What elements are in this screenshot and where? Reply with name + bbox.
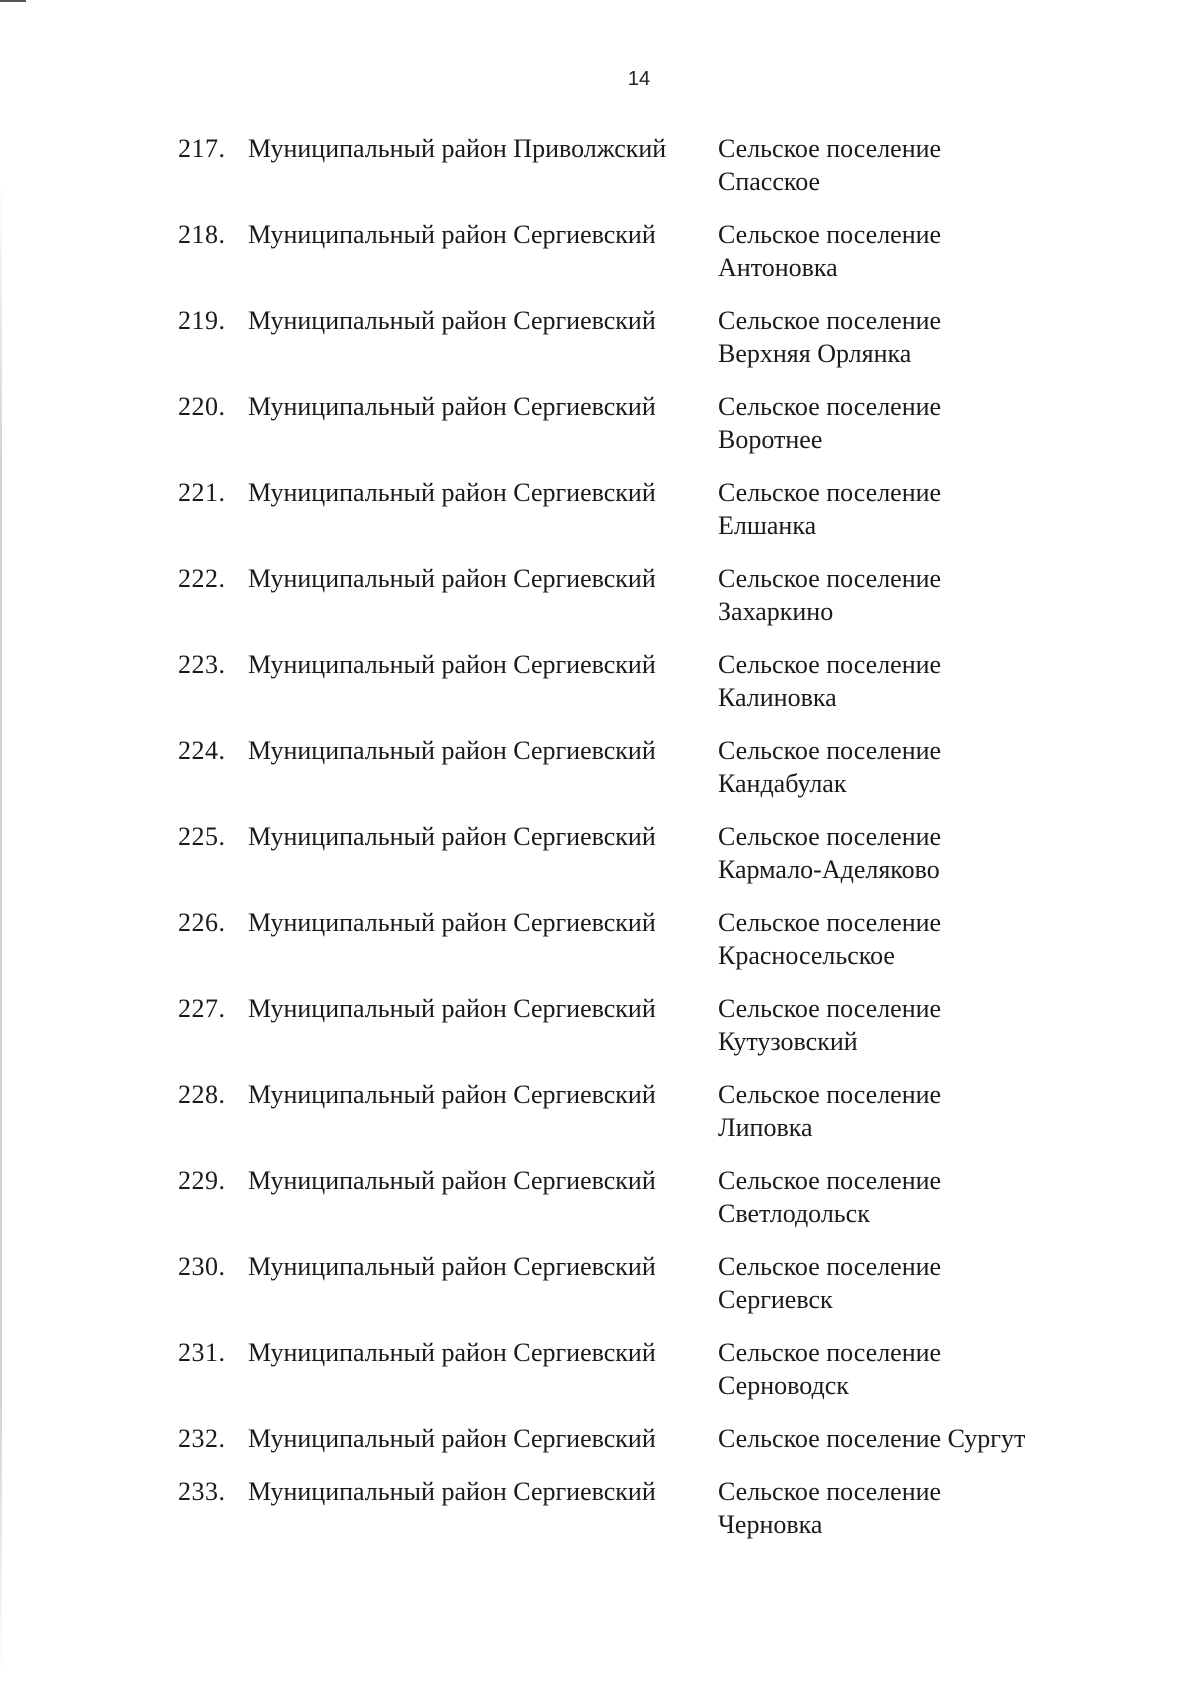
list-item — [178, 476, 1128, 542]
list-item — [178, 992, 1128, 1058]
settlement-line-2: Светлодольск — [718, 1199, 870, 1228]
scan-artifact-edge — [0, 180, 2, 1680]
settlement-line-1: Сельское поселение — [718, 220, 942, 249]
item-number: 219. — [178, 306, 226, 335]
rural-settlement — [718, 820, 1058, 886]
list-item — [178, 1475, 1128, 1541]
rural-settlement — [718, 1475, 1058, 1541]
municipal-district: Муниципальный район Сергиевский — [248, 1338, 656, 1367]
rural-settlement — [718, 1164, 1058, 1230]
settlement-line-1: Сельское поселение — [718, 564, 942, 593]
item-number: 222. — [178, 564, 226, 593]
settlement-line-2: Воротнее — [718, 425, 823, 454]
list-item — [178, 648, 1128, 714]
rural-settlement — [718, 1422, 1058, 1455]
rural-settlement — [718, 390, 1058, 456]
rural-settlement — [718, 562, 1058, 628]
list-item — [178, 218, 1128, 284]
settlement-line-1: Сельское поселение — [718, 392, 942, 421]
list-item — [178, 390, 1128, 456]
settlement-line-2: Захаркино — [718, 597, 834, 626]
municipal-district: Муниципальный район Приволжский — [248, 134, 667, 163]
list-item — [178, 562, 1128, 628]
rural-settlement — [718, 132, 1058, 198]
item-number: 221. — [178, 478, 226, 507]
municipal-district: Муниципальный район Сергиевский — [248, 306, 656, 335]
settlement-line-1: Сельское поселение — [718, 650, 942, 679]
settlement-line-2: Серноводск — [718, 1371, 849, 1400]
item-number: 224. — [178, 736, 226, 765]
rural-settlement — [718, 734, 1058, 800]
list-item — [178, 906, 1128, 972]
settlement-line-2: Спасское — [718, 167, 821, 196]
rural-settlement — [718, 648, 1058, 714]
settlement-line-1: Сельское поселение — [718, 1080, 942, 1109]
settlement-line-2: Кутузовский — [718, 1027, 858, 1056]
settlement-line-2: Калиновка — [718, 683, 837, 712]
item-number: 228. — [178, 1080, 226, 1109]
settlement-line-1: Сельское поселение — [718, 306, 942, 335]
settlement-line-1: Сельское поселение Сургут — [718, 1424, 1026, 1453]
item-number: 232. — [178, 1424, 226, 1453]
settlement-line-1: Сельское поселение — [718, 1477, 942, 1506]
scan-artifact-corner — [0, 0, 26, 2]
settlement-line-2: Сергиевск — [718, 1285, 833, 1314]
municipal-district: Муниципальный район Сергиевский — [248, 1477, 656, 1506]
municipal-district: Муниципальный район Сергиевский — [248, 564, 656, 593]
list-item — [178, 1250, 1128, 1316]
settlement-line-1: Сельское поселение — [718, 736, 942, 765]
settlement-line-1: Сельское поселение — [718, 994, 942, 1023]
settlement-line-2: Кармало-Аделяково — [718, 855, 940, 884]
rural-settlement — [718, 304, 1058, 370]
municipal-district: Муниципальный район Сергиевский — [248, 650, 656, 679]
settlement-line-1: Сельское поселение — [718, 134, 942, 163]
item-number: 227. — [178, 994, 226, 1023]
municipal-district: Муниципальный район Сергиевский — [248, 1252, 656, 1281]
rural-settlement — [718, 906, 1058, 972]
list-item — [178, 734, 1128, 800]
item-number: 233. — [178, 1477, 226, 1506]
settlement-line-1: Сельское поселение — [718, 1252, 942, 1281]
settlement-line-2: Липовка — [718, 1113, 813, 1142]
item-number: 218. — [178, 220, 226, 249]
settlement-line-2: Елшанка — [718, 511, 817, 540]
settlement-list — [178, 132, 1128, 1561]
list-item — [178, 132, 1128, 198]
settlement-line-1: Сельское поселение — [718, 908, 942, 937]
item-number: 220. — [178, 392, 226, 421]
item-number: 226. — [178, 908, 226, 937]
settlement-line-1: Сельское поселение — [718, 478, 942, 507]
item-number: 230. — [178, 1252, 226, 1281]
municipal-district: Муниципальный район Сергиевский — [248, 908, 656, 937]
municipal-district: Муниципальный район Сергиевский — [248, 392, 656, 421]
settlement-line-2: Кандабулак — [718, 769, 847, 798]
rural-settlement — [718, 1078, 1058, 1144]
list-item — [178, 1336, 1128, 1402]
municipal-district: Муниципальный район Сергиевский — [248, 1424, 656, 1453]
municipal-district: Муниципальный район Сергиевский — [248, 1166, 656, 1195]
item-number: 223. — [178, 650, 226, 679]
settlement-line-1: Сельское поселение — [718, 1166, 942, 1195]
municipal-district: Муниципальный район Сергиевский — [248, 822, 656, 851]
rural-settlement — [718, 1250, 1058, 1316]
list-item — [178, 304, 1128, 370]
municipal-district: Муниципальный район Сергиевский — [248, 1080, 656, 1109]
rural-settlement — [718, 476, 1058, 542]
settlement-line-1: Сельское поселение — [718, 822, 942, 851]
municipal-district: Муниципальный район Сергиевский — [248, 478, 656, 507]
item-number: 231. — [178, 1338, 226, 1367]
item-number: 225. — [178, 822, 226, 851]
list-item — [178, 1422, 1128, 1455]
settlement-line-2: Черновка — [718, 1510, 823, 1539]
settlement-line-1: Сельское поселение — [718, 1338, 942, 1367]
page-number: 14 — [627, 68, 651, 90]
settlement-line-2: Верхняя Орлянка — [718, 339, 912, 368]
rural-settlement — [718, 992, 1058, 1058]
list-item — [178, 1164, 1128, 1230]
municipal-district: Муниципальный район Сергиевский — [248, 220, 656, 249]
rural-settlement — [718, 218, 1058, 284]
settlement-line-2: Красносельское — [718, 941, 895, 970]
municipal-district: Муниципальный район Сергиевский — [248, 994, 656, 1023]
item-number: 217. — [178, 134, 226, 163]
municipal-district: Муниципальный район Сергиевский — [248, 736, 656, 765]
rural-settlement — [718, 1336, 1058, 1402]
list-item — [178, 1078, 1128, 1144]
item-number: 229. — [178, 1166, 226, 1195]
settlement-line-2: Антоновка — [718, 253, 838, 282]
list-item — [178, 820, 1128, 886]
